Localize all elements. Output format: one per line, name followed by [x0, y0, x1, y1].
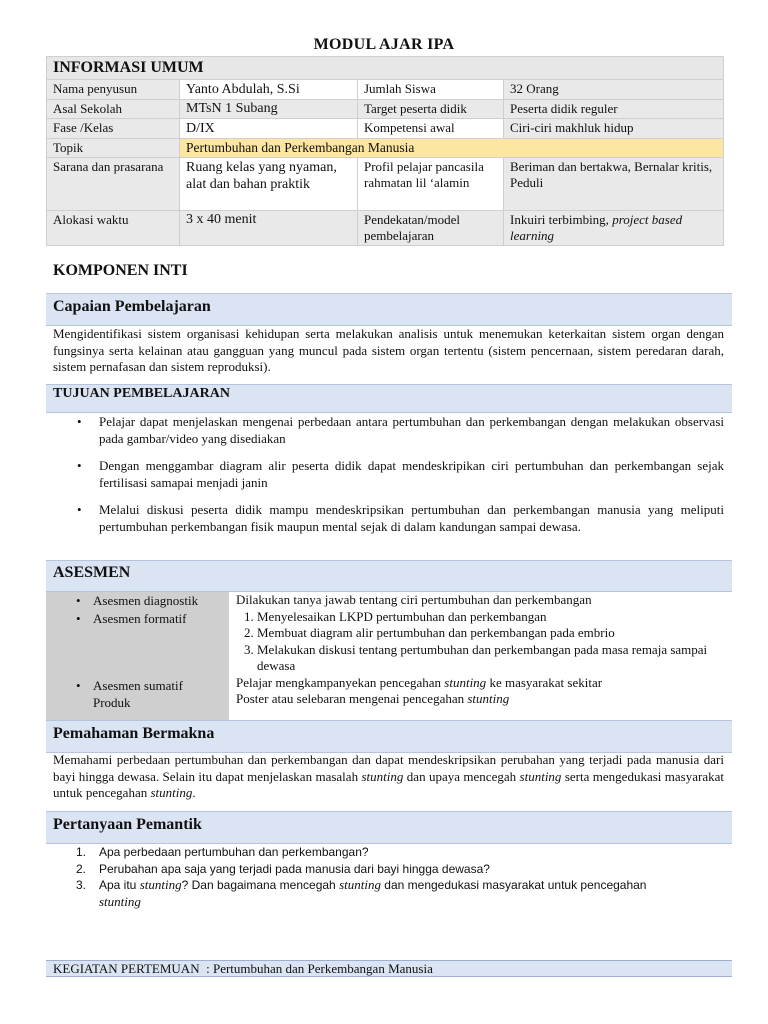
- pertanyaan-item: 3. Apa itu stunting? Dan bagaimana mencegah stunting dan mengedukasi masyarakat untuk pencegahan stunting: [76, 877, 647, 909]
- asesmen-types: • Asesmen diagnostik • Asesmen formatif • Asesmen sumatif Produk: [46, 592, 229, 720]
- produk-text: Poster atau selebaran mengenai pencegahan stunting: [236, 691, 510, 706]
- tujuan-item: [46, 414, 732, 447]
- tujuan-list: [46, 414, 732, 535]
- bullet-icon: •: [77, 414, 82, 429]
- kegiatan-value: Pertumbuhan dan Perkembangan Manusia: [212, 961, 433, 976]
- pertanyaan-item: 2. Perubahan apa saja yang terjadi pada manusia dari bayi hingga dewasa?: [76, 861, 490, 876]
- bullet-icon: •: [76, 593, 81, 608]
- asesmen-heading: ASESMEN: [46, 560, 732, 592]
- asesmen-table: [46, 592, 732, 720]
- sumatif-text: Pelajar mengkampanyekan pencegahan stunting ke masyarakat sekitar: [236, 674, 603, 690]
- document-title: MODUL AJAR IPA: [313, 36, 455, 53]
- tujuan-heading: TUJUAN PEMBELAJARAN: [46, 384, 732, 413]
- nama-value: Yanto Abdulah, S.Si: [180, 80, 358, 100]
- tujuan-item-text: Melalui diskusi peserta didik mampu mendeskripsikan pertumbuhan dan perkembangan manusia yang meliputi pertumbuhan perkembangan fisik maupun mental sejak di dalam kandungan sampai dewasa.: [99, 502, 724, 534]
- tujuan-item: [46, 458, 732, 491]
- fase-label: Fase /Kelas: [47, 119, 180, 139]
- kegiatan-pertemuan-bar: [46, 960, 732, 977]
- asal-label: Asal Sekolah: [47, 100, 180, 119]
- nama-label: Nama penyusun: [47, 80, 180, 100]
- bullet-icon: •: [77, 458, 82, 473]
- pertanyaan-list: [46, 844, 732, 910]
- fase-value: D/IX: [180, 119, 358, 139]
- topik-label: Topik: [47, 139, 180, 158]
- capaian-heading: Capaian Pembelajaran: [46, 293, 732, 326]
- pendekatan-value-italic: project based learning: [510, 212, 683, 243]
- informasi-umum-heading: INFORMASI UMUM: [47, 57, 724, 80]
- formatif-list: [236, 609, 732, 675]
- pendekatan-value-plain: Inkuiri terbimbing,: [510, 212, 613, 227]
- topik-value: Pertumbuhan dan Perkembangan Manusia: [180, 139, 724, 158]
- alokasi-label: Alokasi waktu: [47, 211, 180, 246]
- tujuan-item: [46, 502, 732, 535]
- bullet-icon: •: [77, 502, 82, 517]
- pendekatan-value: [504, 211, 724, 246]
- tujuan-item-text: Dengan menggambar diagram alir peserta didik dapat mendeskripikan ciri pertumbuhan dan perkembangan sejak fertilisasi samapai menjadi janin: [99, 458, 724, 490]
- kegiatan-sep: :: [199, 961, 213, 976]
- informasi-umum-table: [46, 56, 724, 246]
- tujuan-item-text: Pelajar dapat menjelaskan mengenai perbedaan antara pertumbuhan dan perkembangan dengan melakukan observasi pada gambar/video yang disediakan: [99, 414, 724, 446]
- kompetensi-label: Kompetensi awal: [358, 119, 504, 139]
- sarana-label: Sarana dan prasarana: [47, 158, 180, 211]
- pemahaman-heading: Pemahaman Bermakna: [46, 720, 732, 753]
- formatif-item: 1. Menyelesaikan LKPD pertumbuhan dan perkembangan: [257, 609, 732, 626]
- sarana-value: Ruang kelas yang nyaman, alat dan bahan praktik: [180, 158, 358, 211]
- asesmen-details: [229, 592, 732, 720]
- kompetensi-value: Ciri-ciri makhluk hidup: [504, 119, 724, 139]
- pertanyaan-heading: Pertanyaan Pemantik: [46, 811, 732, 844]
- formatif-item: 2. Membuat diagram alir pertumbuhan dan perkembangan pada embrio: [257, 625, 732, 642]
- capaian-text: Mengidentifikasi sistem organisasi kehidupan serta melakukan analisis untuk menemukan keterkaitan sistem organ dengan fungsinya serta kelainan atau gangguan yang muncul pada sistem organ tertentu (sistem pencernaan, sistem peredaran darah, sistem pernafasan dan sistem reproduksi).: [53, 326, 724, 374]
- diagnostik-text: Dilakukan tanya jawab tentang ciri pertumbuhan dan perkembangan: [236, 592, 592, 607]
- kegiatan-label: KEGIATAN PERTEMUAN: [53, 961, 200, 976]
- jumlah-value: 32 Orang: [504, 80, 724, 100]
- target-label: Target peserta didik: [358, 100, 504, 119]
- target-value: Peserta didik reguler: [504, 100, 724, 119]
- pemahaman-text: Memahami perbedaan pertumbuhan dan perkembangan dan dapat mendeskripsikan perubahan yang terjadi pada manusia dari bayi hingga dewasa. Selain itu dapat menjelaskan masalah stunting dan upaya mencegah stunting serta mengedukasi masyarakat untuk pencegahan stunting.: [53, 752, 724, 800]
- profil-label: Profil pelajar pancasila rahmatan lil ‘alamin: [358, 158, 504, 211]
- bullet-icon: •: [76, 611, 81, 626]
- komponen-inti-heading: KOMPONEN INTI: [53, 262, 188, 279]
- profil-value: Beriman dan bertakwa, Bernalar kritis, Peduli: [504, 158, 724, 211]
- alokasi-value: 3 x 40 menit: [180, 211, 358, 246]
- pendekatan-label: Pendekatan/model pembelajaran: [358, 211, 504, 246]
- formatif-item: 3. Melakukan diskusi tentang pertumbuhan dan perkembangan pada masa remaja sampai dewasa: [257, 642, 732, 675]
- asal-value: MTsN 1 Subang: [180, 100, 358, 119]
- bullet-icon: •: [76, 678, 81, 693]
- pertanyaan-item: 1. Apa perbedaan pertumbuhan dan perkembangan?: [76, 845, 369, 859]
- jumlah-label: Jumlah Siswa: [358, 80, 504, 100]
